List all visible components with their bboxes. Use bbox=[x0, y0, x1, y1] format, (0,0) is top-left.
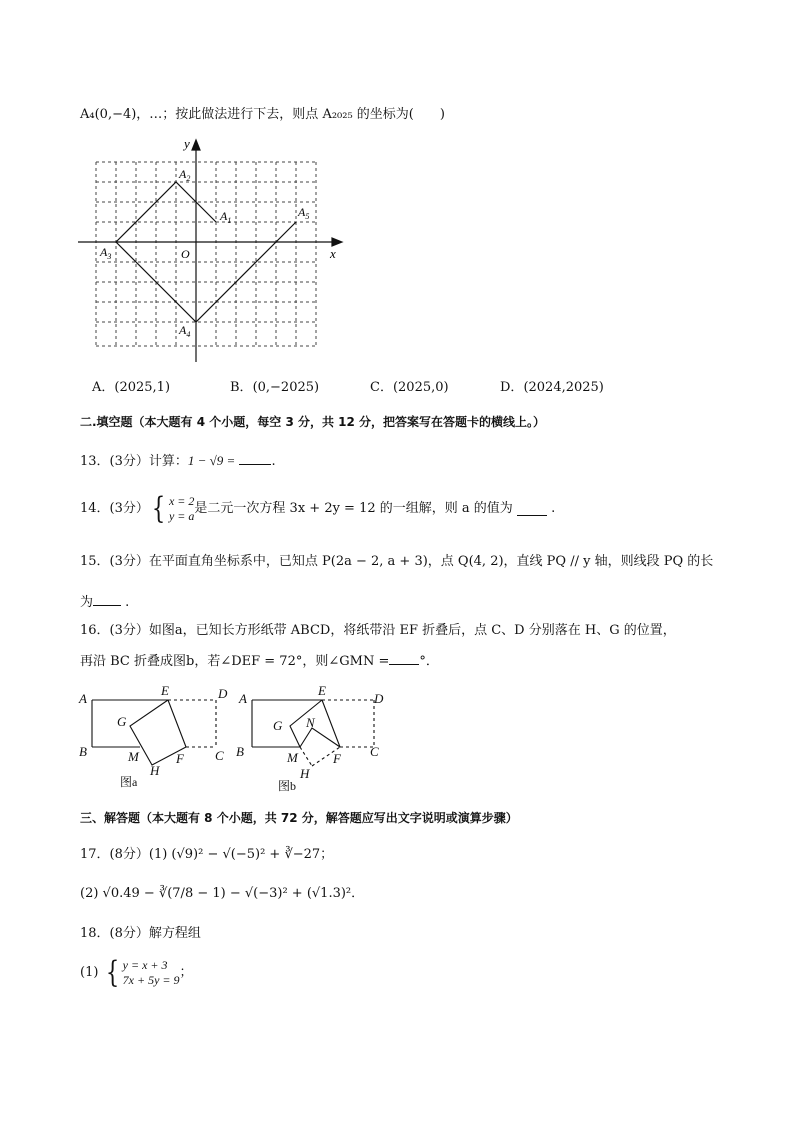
path-lines bbox=[116, 182, 296, 322]
intro-line: A₄(0,−4)，…；按此做法进行下去，则点 A₂₀₂₅ 的坐标为( ) bbox=[80, 107, 445, 122]
figure-b bbox=[252, 700, 374, 766]
svg-text:H: H bbox=[150, 763, 160, 778]
option-b[interactable]: B．(0,−2025) bbox=[230, 380, 320, 395]
figure-a bbox=[92, 700, 216, 765]
figure-b-caption: 图b bbox=[278, 779, 297, 793]
svg-text:D: D bbox=[374, 691, 384, 706]
question-18-title: 18．(8分）解方程组 bbox=[80, 926, 201, 941]
question-17-part2: (2) √0.49 − ∛(7/8 − 1) − √(−3)² + (√1.3)²． bbox=[80, 886, 365, 901]
option-d[interactable]: D．(2024,2025) bbox=[500, 380, 604, 395]
fold-figures bbox=[74, 682, 394, 794]
axis-y-label: y bbox=[184, 136, 190, 151]
question-15-line2: 为 . bbox=[80, 595, 130, 610]
svg-text:M: M bbox=[128, 749, 139, 764]
grid bbox=[96, 162, 316, 346]
question-15-line1: 15．(3分）在平面直角坐标系中，已知点 P(2a − 2, a + 3)，点 Q(4, 2)，直线 PQ // y 轴，则线段 PQ 的长 bbox=[80, 554, 714, 569]
point-a5: $A_5$ bbox=[298, 205, 310, 221]
option-a[interactable]: A．(2025,1) bbox=[92, 380, 171, 395]
question-13: 13．(3分）计算：1 − √9 = . bbox=[80, 453, 276, 469]
svg-text:C: C bbox=[370, 744, 379, 759]
point-a4: $A_4$ bbox=[179, 323, 191, 339]
svg-text:D: D bbox=[218, 686, 228, 701]
question-14: 14．(3分）{ x = 2 y = a是二元一次方程 3x + 2y = 12 的一组解，则 a 的值为 . bbox=[80, 491, 556, 526]
svg-text:A: A bbox=[239, 691, 247, 706]
svg-text:E: E bbox=[318, 683, 326, 698]
answer-blank-13[interactable] bbox=[239, 452, 271, 465]
origin-label: O bbox=[181, 247, 190, 261]
svg-text:F: F bbox=[176, 751, 184, 766]
answer-blank-16[interactable] bbox=[389, 652, 419, 665]
coordinate-figure bbox=[72, 134, 352, 370]
answer-blank-15[interactable] bbox=[93, 593, 121, 606]
axis-x-label: x bbox=[330, 246, 336, 261]
figure-a-caption: 图a bbox=[120, 775, 138, 789]
svg-text:N: N bbox=[306, 715, 315, 730]
svg-text:M: M bbox=[287, 750, 298, 765]
section-2-title: 二.填空题（本大题有 4 个小题，每空 3 分，共 12 分，把答案写在答题卡的横线上。） bbox=[80, 415, 546, 429]
question-17-part1: 17．(8分）(1) (√9)² − √(−5)² + ∛−27； bbox=[80, 847, 334, 862]
section-3-title: 三、解答题（本大题有 8 个小题，共 72 分，解答题应写出文字说明或演算步骤） bbox=[80, 811, 518, 825]
svg-text:H: H bbox=[300, 766, 310, 781]
svg-text:A: A bbox=[79, 691, 87, 706]
question-16-line2: 再沿 BC 折叠成图b，若∠DEF = 72°，则∠GMN = °． bbox=[80, 654, 439, 669]
svg-text:F: F bbox=[333, 751, 341, 766]
point-a1: $A_1$ bbox=[220, 209, 232, 225]
svg-text:G: G bbox=[273, 718, 283, 733]
axes bbox=[78, 140, 342, 362]
option-c[interactable]: C．(2025,0) bbox=[370, 380, 449, 395]
answer-blank-14[interactable] bbox=[517, 503, 547, 516]
svg-text:B: B bbox=[236, 744, 244, 759]
point-a2: $A_2$ bbox=[179, 167, 191, 183]
svg-text:G: G bbox=[117, 714, 127, 729]
question-16-line1: 16．(3分）如图a，已知长方形纸带 ABCD，将纸带沿 EF 折叠后，点 C、D 分别落在 H、G 的位置， bbox=[80, 623, 676, 638]
svg-text:C: C bbox=[215, 748, 224, 763]
point-a3: $A_3$ bbox=[100, 245, 112, 261]
svg-text:E: E bbox=[161, 683, 169, 698]
svg-text:B: B bbox=[79, 744, 87, 759]
question-18-part1: (1) { y = x + 3 7x + 5y = 9； bbox=[80, 955, 193, 990]
